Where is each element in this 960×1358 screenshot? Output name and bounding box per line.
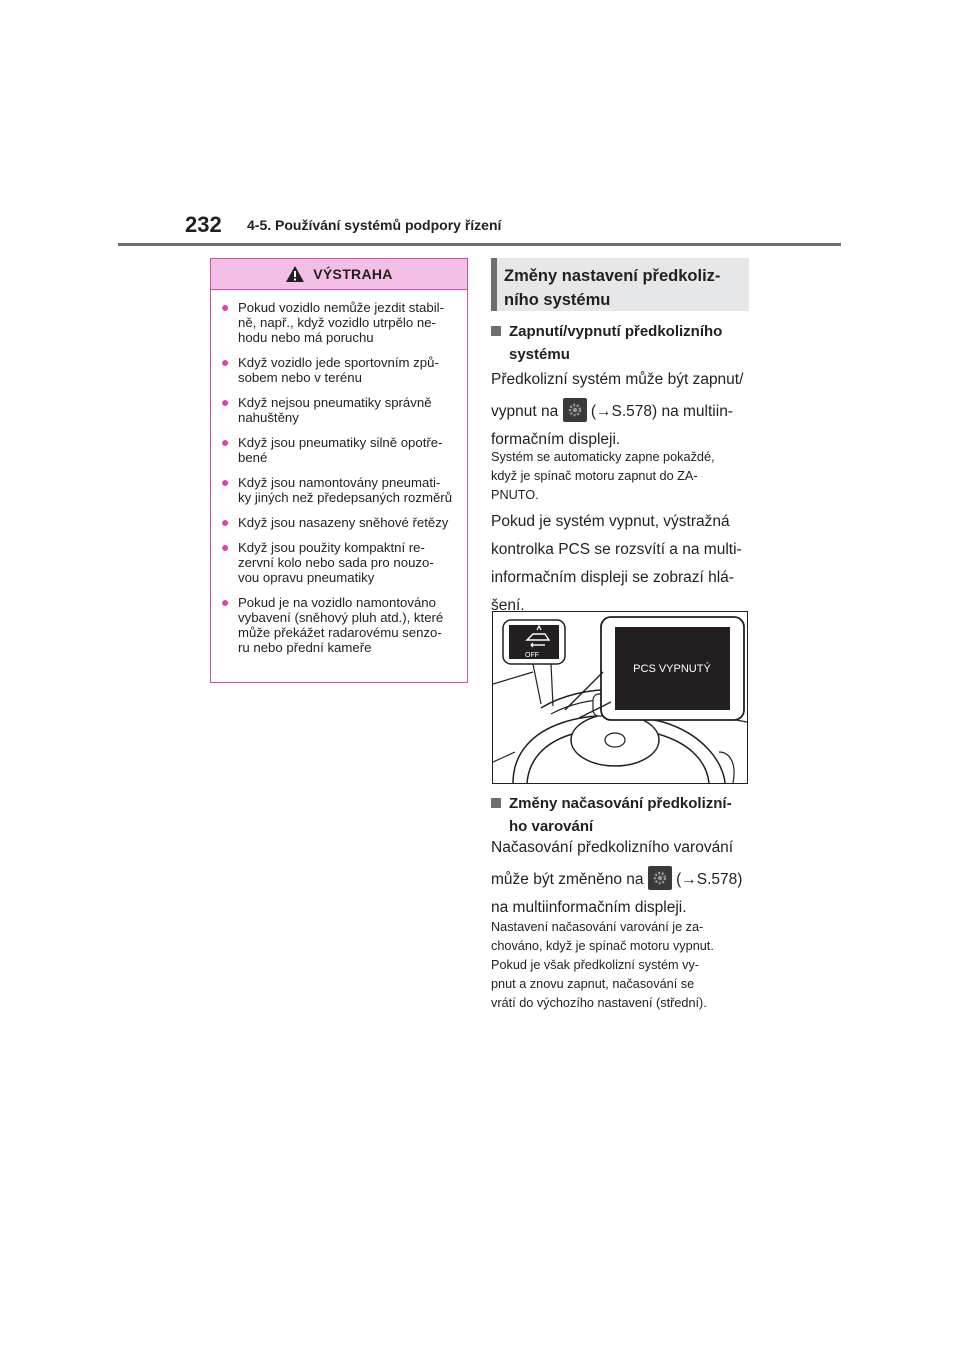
bullet-icon: ●: [221, 474, 230, 490]
settings-heading: Změny nastavení předkoliz- ního systému: [491, 258, 749, 311]
indicator-off-label: OFF: [525, 652, 539, 659]
warning-item: ● Když jsou namontovány pneumati- ky jiných než předepsaných rozměrů: [221, 474, 453, 505]
warning-box: [210, 258, 468, 683]
section-title: 4-5. Používání systémů podpory řízení: [247, 217, 502, 233]
bullet-icon: ●: [221, 514, 230, 530]
note-timing-retained: Nastavení načasování varování je za- chováno, když je spínač motoru vypnut. Pokud je však předkolizní systém vy- pnut a znovu zapnut, načasování se vrátí do výchozího nastavení (střední).: [491, 920, 714, 1010]
warning-item: ● Když nejsou pneumatiky správně nahuštěny: [221, 394, 432, 425]
dashboard-drawing: [493, 612, 747, 783]
note-auto-on: Systém se automaticky zapne pokaždé, když je spínač motoru zapnut do ZA- PNUTO.: [491, 450, 715, 502]
display-message: PCS VYPNUTÝ: [633, 663, 711, 675]
warning-item: ● Když jsou pneumatiky silně opotře- bené: [221, 434, 443, 465]
warning-header: [211, 259, 467, 290]
warning-item: ● Pokud je na vozidlo namontováno vybavení (sněhový pluh atd.), které může překážet radarovému senzo- ru nebo přední kameře: [221, 594, 444, 655]
paragraph-timing-change: Načasování předkolizního varování může být změněno na (→S.578) na multiinformačním displeji.: [491, 839, 743, 916]
warning-list: [211, 290, 467, 655]
warning-item: ● Když vozidlo jede sportovním způ- sobem nebo v terénu: [221, 354, 439, 385]
gear-icon: [648, 866, 672, 890]
paragraph-pcs-off-warning: Pokud je systém vypnut, výstražná kontrolka PCS se rozsvítí a na multi- informačním displeji se zobrazí hlá- šení.: [491, 513, 742, 614]
square-bullet-icon: [491, 798, 501, 808]
gear-icon: [563, 398, 587, 422]
bullet-icon: ●: [221, 299, 230, 315]
warning-title: VÝSTRAHA: [313, 266, 393, 282]
bullet-icon: ●: [221, 594, 230, 610]
bullet-icon: ●: [221, 354, 230, 370]
bullet-icon: ●: [221, 539, 230, 555]
paragraph-pcs-toggle: Předkolizní systém může být zapnut/ vypnut na (→S.578) na multiin- formačním displeji.: [491, 371, 744, 448]
warning-triangle-icon: [285, 265, 305, 283]
page-number: 232: [185, 212, 222, 237]
square-bullet-icon: [491, 326, 501, 336]
dashboard-illustration: [492, 611, 748, 784]
header-rule: [118, 243, 841, 246]
subheading-pcs-on-off: Zapnutí/vypnutí předkolizního systému: [491, 320, 722, 366]
bullet-icon: ●: [221, 434, 230, 450]
warning-item: ● Když jsou nasazeny sněhové řetězy: [221, 514, 449, 530]
bullet-icon: ●: [221, 394, 230, 410]
warning-item: ● Pokud vozidlo nemůže jezdit stabil- ně, např., když vozidlo utrpělo ne- hodu nebo má poruchu: [221, 299, 444, 345]
warning-item: ● Když jsou použity kompaktní re- zervní kolo nebo sada pro nouzo- vou opravu pneumatiky: [221, 539, 434, 585]
subheading-warning-timing: Změny načasování předkolizní- ho varování: [491, 792, 732, 838]
